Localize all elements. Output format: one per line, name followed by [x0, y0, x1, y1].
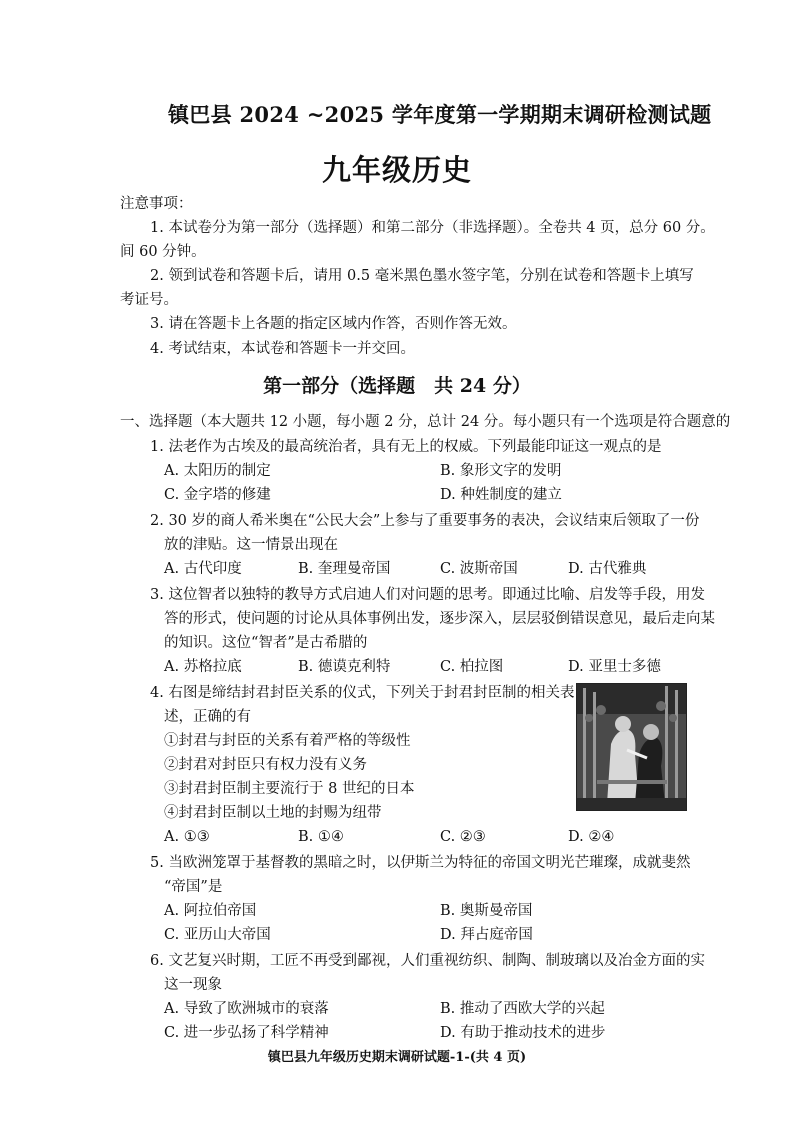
part1-title: 第一部分（选择题 共 24 分） [263, 375, 531, 397]
option-c: C. 柏拉图 [440, 659, 504, 675]
option-b: B. 奎理曼帝国 [298, 561, 391, 577]
option-b: B. 奥斯曼帝国 [440, 903, 533, 919]
question-stem: 6. 文艺复兴时期，工匠不再受到鄙视，人们重视纺织、制陶、制玻璃以及冶金方面的实 [150, 953, 705, 969]
option-b: B. 德谟克利特 [298, 659, 391, 675]
option-c: C. 进一步弘扬了科学精神 [164, 1025, 329, 1041]
option-b: B. 推动了西欧大学的兴起 [440, 1001, 605, 1017]
option-d: D. ②④ [568, 829, 615, 845]
statement-4: ④封君封臣制以土地的封赐为纽带 [164, 805, 382, 821]
option-c: C. 波斯帝国 [440, 561, 518, 577]
option-d: D. 种姓制度的建立 [440, 487, 562, 503]
statement-3: ③封君封臣制主要流行于 8 世纪的日本 [164, 781, 415, 797]
option-c: C. ②③ [440, 829, 486, 845]
option-a: A. 古代印度 [164, 561, 242, 577]
page-footer: 镇巴县九年级历史期末调研试题-1-(共 4 页) [267, 1050, 527, 1065]
option-a: A. 导致了欧洲城市的衰落 [164, 1001, 329, 1017]
question-stem: 答的形式，使问题的讨论从具体事例出发，逐步深入，层层驳倒错误意见，最后走向某 [164, 611, 715, 627]
option-b: B. 象形文字的发明 [440, 463, 562, 479]
question-stem: 放的津贴。这一情景出现在 [164, 537, 338, 553]
vassal-ceremony-image [576, 683, 687, 811]
question-stem: 这一现象 [164, 977, 222, 993]
option-d: D. 有助于推动技术的进步 [440, 1025, 606, 1041]
option-d: D. 古代雅典 [568, 561, 647, 577]
option-b: B. ①④ [298, 829, 344, 845]
option-a: A. ①③ [164, 829, 210, 845]
notice-line: 1. 本试卷分为第一部分（选择题）和第二部分（非选择题）。全卷共 4 页，总分 60 分。 [150, 220, 715, 236]
question-stem: 的知识。这位“智者”是古希腊的 [164, 635, 368, 651]
section-intro: 一、选择题（本大题共 12 小题，每小题 2 分，总计 24 分。每小题只有一个选项是符合题意的 [120, 414, 731, 430]
question-stem: 3. 这位智者以独特的教导方式启迪人们对问题的思考。即通过比喻、启发等手段，用发 [150, 587, 705, 603]
notice-line: 4. 考试结束，本试卷和答题卡一并交回。 [150, 341, 415, 357]
option-a: A. 太阳历的制定 [164, 463, 271, 479]
notice-line: 2. 领到试卷和答题卡后，请用 0.5 毫米黑色墨水签字笔，分别在试卷和答题卡上填写 [150, 268, 694, 284]
option-d: D. 亚里士多德 [568, 659, 661, 675]
statement-2: ②封君对封臣只有权力没有义务 [164, 757, 367, 773]
question-stem: “帝国”是 [164, 879, 223, 895]
option-a: A. 苏格拉底 [164, 659, 242, 675]
notice-line: 考证号。 [120, 292, 178, 308]
question-stem: 5. 当欧洲笼罩于基督教的黑暗之时，以伊斯兰为特征的帝国文明光芒璀璨，成就斐然 [150, 855, 691, 871]
notice-heading: 注意事项： [120, 196, 193, 212]
question-stem: 1. 法老作为古埃及的最高统治者，具有无上的权威。下列最能印证这一观点的是 [150, 439, 662, 455]
question-stem: 2. 30 岁的商人希米奥在“公民大会”上参与了重要事务的表决，会议结束后领取了一份 [150, 513, 700, 529]
option-a: A. 阿拉伯帝国 [164, 903, 257, 919]
notice-line: 间 60 分钟。 [120, 244, 206, 260]
exam-title: 镇巴县 2024 ~2025 学年度第一学期期末调研检测试题 [168, 102, 712, 127]
question-stem: 4. 右图是缔结封君封臣关系的仪式，下列关于封君封臣制的相关表 [150, 685, 575, 701]
statement-1: ①封君与封臣的关系有着严格的等级性 [164, 733, 411, 749]
option-c: C. 金字塔的修建 [164, 487, 271, 503]
option-c: C. 亚历山大帝国 [164, 927, 271, 943]
question-stem: 述，正确的有 [164, 709, 251, 725]
notice-line: 3. 请在答题卡上各题的指定区域内作答，否则作答无效。 [150, 316, 517, 332]
option-d: D. 拜占庭帝国 [440, 927, 533, 943]
subject-title: 九年级历史 [321, 153, 472, 187]
